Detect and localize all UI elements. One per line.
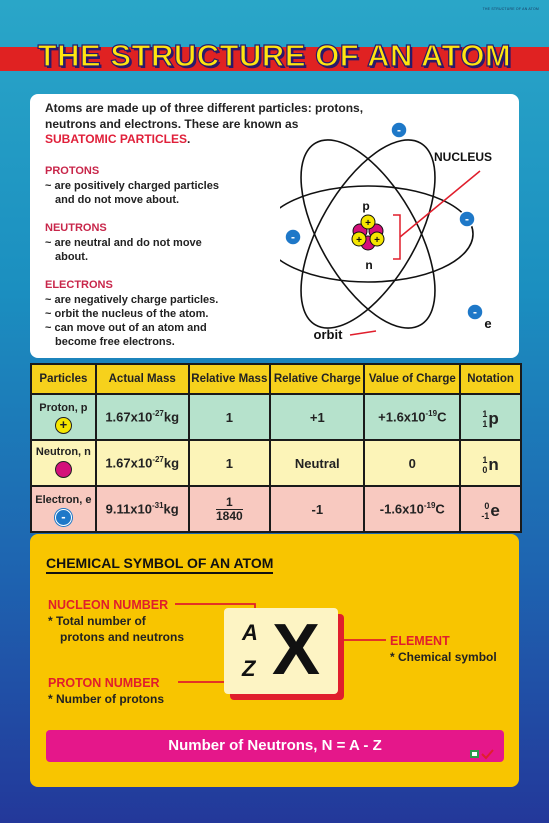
electrons-line: ~ are negatively charge particles. [45, 294, 219, 306]
particle-name: Neutron, n [35, 445, 91, 458]
nucleon-line: * Total number of [48, 614, 146, 628]
electrons-line: ~ orbit the nucleus of the atom. [45, 308, 209, 320]
info-panel [30, 94, 519, 358]
symbol-section-title: CHEMICAL SYMBOL OF AN ATOM [46, 555, 273, 574]
element-line: * Chemical symbol [390, 650, 497, 664]
proton-sign: + [356, 235, 362, 246]
protons-line: ~ are positively charged particles [45, 180, 219, 192]
table-row [31, 486, 521, 532]
notation-cell [460, 440, 521, 486]
charge-unit: C [437, 409, 447, 425]
charge-cell [364, 394, 460, 440]
nucleon-heading: NUCLEON NUMBER [48, 598, 169, 612]
electrons-heading: ELECTRONS [45, 279, 113, 291]
particle-name: Proton, p [39, 401, 88, 414]
table-header: Notation [460, 364, 521, 394]
electrons-section [45, 278, 295, 349]
neutron-dot [55, 461, 72, 478]
n-label: n [365, 258, 373, 272]
mass-unit: kg [163, 409, 180, 425]
electrons-line: become free electrons. [55, 336, 175, 348]
mass-cell [96, 486, 189, 532]
charge-base: -1.6x10 [379, 501, 424, 517]
element-label [390, 633, 497, 665]
rel-mass-cell: 1 [189, 440, 271, 486]
rel-mass-cell [189, 486, 271, 532]
mass-cell [96, 394, 189, 440]
atom-diagram [280, 109, 510, 354]
notation-mass: 1 [482, 409, 488, 419]
particles-table [30, 363, 522, 533]
fraction-denominator: 1840 [215, 508, 243, 523]
proton-sign: + [365, 218, 371, 229]
notation-cell [460, 486, 521, 532]
table-header: Actual Mass [96, 364, 189, 394]
proton-number-line: * Number of protons [48, 692, 164, 706]
notation-charge: 0 [482, 465, 488, 475]
electron-dot: - [55, 509, 72, 526]
mass-base: 9.11x10 [105, 501, 152, 517]
neutrons-line: about. [55, 251, 88, 263]
e-label: e [484, 316, 492, 331]
table-header: Particles [31, 364, 96, 394]
electron-sign: - [465, 212, 469, 226]
particle-cell [31, 440, 96, 486]
table-row [31, 394, 521, 440]
rel-mass-cell: 1 [189, 394, 271, 440]
nucleus-bracket [393, 215, 400, 259]
proton-sign: + [374, 235, 380, 246]
fraction-numerator: 1 [216, 496, 243, 510]
notation-charge: 1 [482, 419, 488, 429]
mass-unit: kg [163, 501, 179, 517]
charge-cell: 0 [364, 440, 460, 486]
page-title: THE STRUCTURE OF AN ATOM [37, 38, 512, 73]
p-label: p [362, 199, 370, 213]
particle-name: Electron, e [35, 493, 92, 506]
mass-exp: -27 [152, 455, 164, 465]
mass-unit: kg [163, 455, 180, 471]
neutrons-heading: NEUTRONS [45, 222, 107, 234]
orbit-label: orbit [313, 327, 343, 342]
mass-exp: -31 [151, 501, 164, 511]
rel-charge-cell: +1 [270, 394, 364, 440]
element-symbol: X [272, 610, 321, 690]
orbit-pointer [350, 331, 376, 335]
proton-number-heading: PROTON NUMBER [48, 676, 160, 690]
charge-exp: -19 [423, 501, 436, 511]
intro-end: . [187, 132, 191, 146]
mass-number-symbol: A [242, 620, 258, 645]
notation-symbol: n [488, 455, 499, 474]
charge-cell [364, 486, 460, 532]
mass-exp: -27 [152, 409, 164, 419]
publisher-logo-icon [470, 748, 494, 760]
nucleus [352, 215, 384, 250]
notation-mass: 1 [482, 455, 488, 465]
nucleus-label: NUCLEUS [433, 150, 493, 164]
mass-cell [96, 440, 189, 486]
mass-base: 1.67x10 [105, 455, 153, 471]
nucleon-line: protons and neutrons [60, 630, 184, 644]
notation-symbol: e [490, 501, 500, 520]
table-header: Relative Mass [189, 364, 271, 394]
protons-section [45, 164, 295, 207]
notation-symbol: p [488, 409, 499, 428]
intro-highlight: SUBATOMIC PARTICLES [45, 132, 188, 146]
element-heading: ELEMENT [390, 634, 450, 648]
protons-line: and do not move about. [55, 194, 180, 206]
protons-heading: PROTONS [45, 165, 100, 177]
atomic-number-symbol: Z [242, 656, 256, 681]
charge-base: +1.6x10 [378, 409, 426, 425]
rel-charge-cell: -1 [270, 486, 364, 532]
table-header: Value of Charge [364, 364, 460, 394]
neutron-formula-bar: Number of Neutrons, N = A - Z [46, 730, 504, 762]
electron-sign: - [291, 230, 295, 244]
notation-cell [460, 394, 521, 440]
neutrons-line: ~ are neutral and do not move [45, 237, 202, 249]
rel-charge-cell: Neutral [270, 440, 364, 486]
intro-body: Atoms are made up of three different particles: protons, neutrons and electrons. These are known as [45, 101, 364, 131]
notation-mass: 0 [484, 501, 490, 511]
charge-unit: C [435, 501, 445, 517]
header-small-text: THE STRUCTURE OF AN ATOM [482, 7, 539, 11]
symbol-card [224, 608, 338, 694]
electron-sign: - [473, 305, 477, 319]
proton-dot: + [55, 417, 72, 434]
notation-charge: -1 [481, 511, 490, 521]
charge-exp: -19 [425, 409, 438, 419]
neutrons-section [45, 221, 295, 264]
table-row [31, 440, 521, 486]
table-header: Relative Charge [270, 364, 364, 394]
table-header-row [31, 364, 521, 394]
particle-cell [31, 486, 96, 532]
electron-sign: - [397, 123, 401, 137]
mass-base: 1.67x10 [105, 409, 153, 425]
electrons-line: ~ can move out of an atom and [45, 322, 207, 334]
chemical-symbol-panel [30, 534, 519, 787]
particle-cell [31, 394, 96, 440]
